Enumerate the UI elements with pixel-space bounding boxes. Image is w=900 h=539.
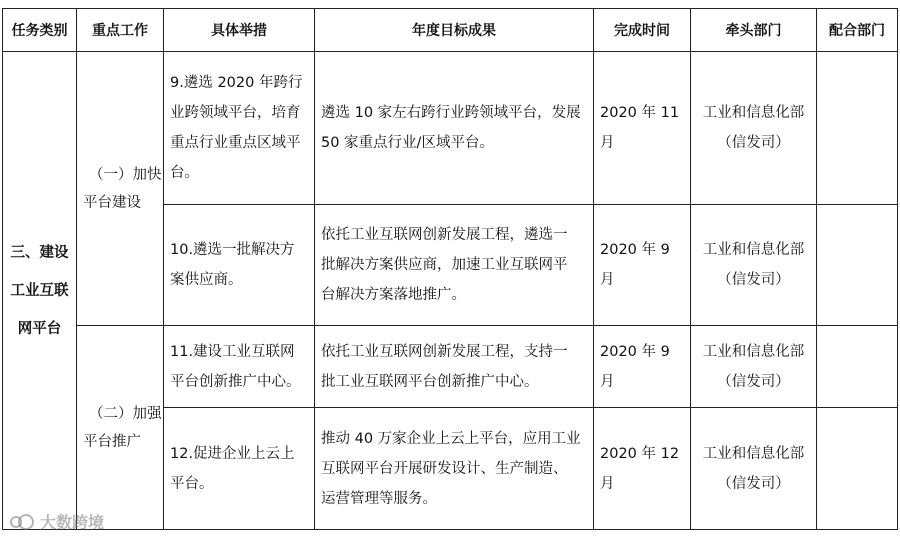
goal-cell (315, 326, 594, 408)
time-line: 2020 年 9 月 (600, 241, 670, 288)
watermark-logo-icon (10, 514, 36, 530)
header-annual-goal: 年度目标成果 (315, 9, 594, 52)
table-row (3, 52, 898, 205)
measure-line: 12.促进企业上云上 (170, 445, 295, 462)
category-line: 网平台 (17, 320, 62, 337)
measure-cell (164, 408, 315, 530)
goal-line: 批工业互联网平台创新推广中心。 (321, 373, 539, 390)
time-line: 月 (600, 475, 615, 492)
measure-line: 案供应商。 (170, 271, 243, 288)
goal-line: 依托工业互联网创新发展工程，支持一 (321, 343, 568, 360)
goal-line: 互联网平台开展研发设计、生产制造、 (321, 460, 568, 477)
header-completion-time: 完成时间 (594, 9, 691, 52)
measure-cell (164, 52, 315, 205)
measure-line: 业跨领域平台，培育 (170, 104, 301, 121)
measure-line: 平台创新推广中心。 (170, 373, 301, 390)
header-measures: 具体举措 (164, 9, 315, 52)
header-key-work: 重点工作 (77, 9, 164, 52)
goal-line: 遴选 10 家左右跨行业跨领域平台，发展 (321, 104, 581, 121)
lead-line: （信发司） (717, 475, 790, 492)
key-work-line: （二）加强 (89, 405, 162, 422)
time-cell (594, 52, 691, 205)
measure-line: 11.建设工业互联网 (170, 343, 295, 360)
lead-department-cell (691, 52, 817, 205)
task-category-cell (3, 52, 77, 530)
time-cell (594, 204, 691, 326)
key-work-line: 平台推广 (83, 433, 141, 450)
goal-line: 推动 40 万家企业上云上平台，应用工业 (321, 430, 581, 447)
time-line: 2020 年 12 (600, 445, 680, 462)
measure-cell (164, 326, 315, 408)
lead-line: 工业和信息化部 (702, 241, 805, 258)
goal-cell (315, 408, 594, 530)
measure-line: 重点行业重点区域平 (170, 134, 301, 151)
lead-line: （信发司） (717, 134, 790, 151)
time-line: 月 (600, 134, 615, 151)
lead-department-cell (691, 326, 817, 408)
key-work-line: 平台建设 (83, 194, 141, 211)
time-line: 2020 年 9 月 (600, 343, 670, 390)
measure-line: 10.遴选一批解决方 (170, 241, 295, 258)
watermark-text: 大数跨境 (40, 513, 105, 532)
measure-line: 台。 (170, 164, 199, 181)
lead-line: （信发司） (717, 271, 790, 288)
work-plan-table (2, 8, 898, 530)
time-cell (594, 408, 691, 530)
lead-department-cell (691, 408, 817, 530)
goal-line: 运营管理等服务。 (321, 490, 437, 507)
header-row (3, 9, 898, 52)
key-work-cell (77, 326, 164, 530)
lead-line: （信发司） (717, 373, 790, 390)
goal-line: 依托工业互联网创新发展工程，遴选一 (321, 226, 568, 243)
lead-line: 工业和信息化部 (702, 343, 805, 360)
table-row (3, 326, 898, 408)
goal-line: 50 家重点行业/区域平台。 (321, 134, 494, 151)
measure-line: 平台。 (170, 475, 214, 492)
header-lead-department: 牵头部门 (691, 9, 817, 52)
lead-department-cell (691, 204, 817, 326)
lead-line: 工业和信息化部 (702, 104, 805, 121)
measure-line: 9.遴选 2020 年跨行 (170, 74, 303, 91)
lead-line: 工业和信息化部 (702, 445, 805, 462)
time-line: 2020 年 11 (600, 104, 680, 121)
header-task-category: 任务类别 (3, 9, 77, 52)
category-line: 三、建设 (10, 244, 69, 261)
measure-cell (164, 204, 315, 326)
time-cell (594, 326, 691, 408)
goal-cell (315, 52, 594, 205)
header-cooperating-department: 配合部门 (817, 9, 898, 52)
goal-line: 批解决方案供应商，加速工业互联网平 (321, 256, 568, 273)
cooperating-department-cell (817, 52, 898, 205)
goal-cell (315, 204, 594, 326)
key-work-cell (77, 52, 164, 326)
category-line: 工业互联 (10, 282, 69, 299)
watermark (10, 510, 104, 533)
cooperating-department-cell (817, 408, 898, 530)
goal-line: 台解决方案落地推广。 (321, 286, 466, 303)
key-work-line: （一）加快 (89, 166, 162, 183)
cooperating-department-cell (817, 326, 898, 408)
cooperating-department-cell (817, 204, 898, 326)
